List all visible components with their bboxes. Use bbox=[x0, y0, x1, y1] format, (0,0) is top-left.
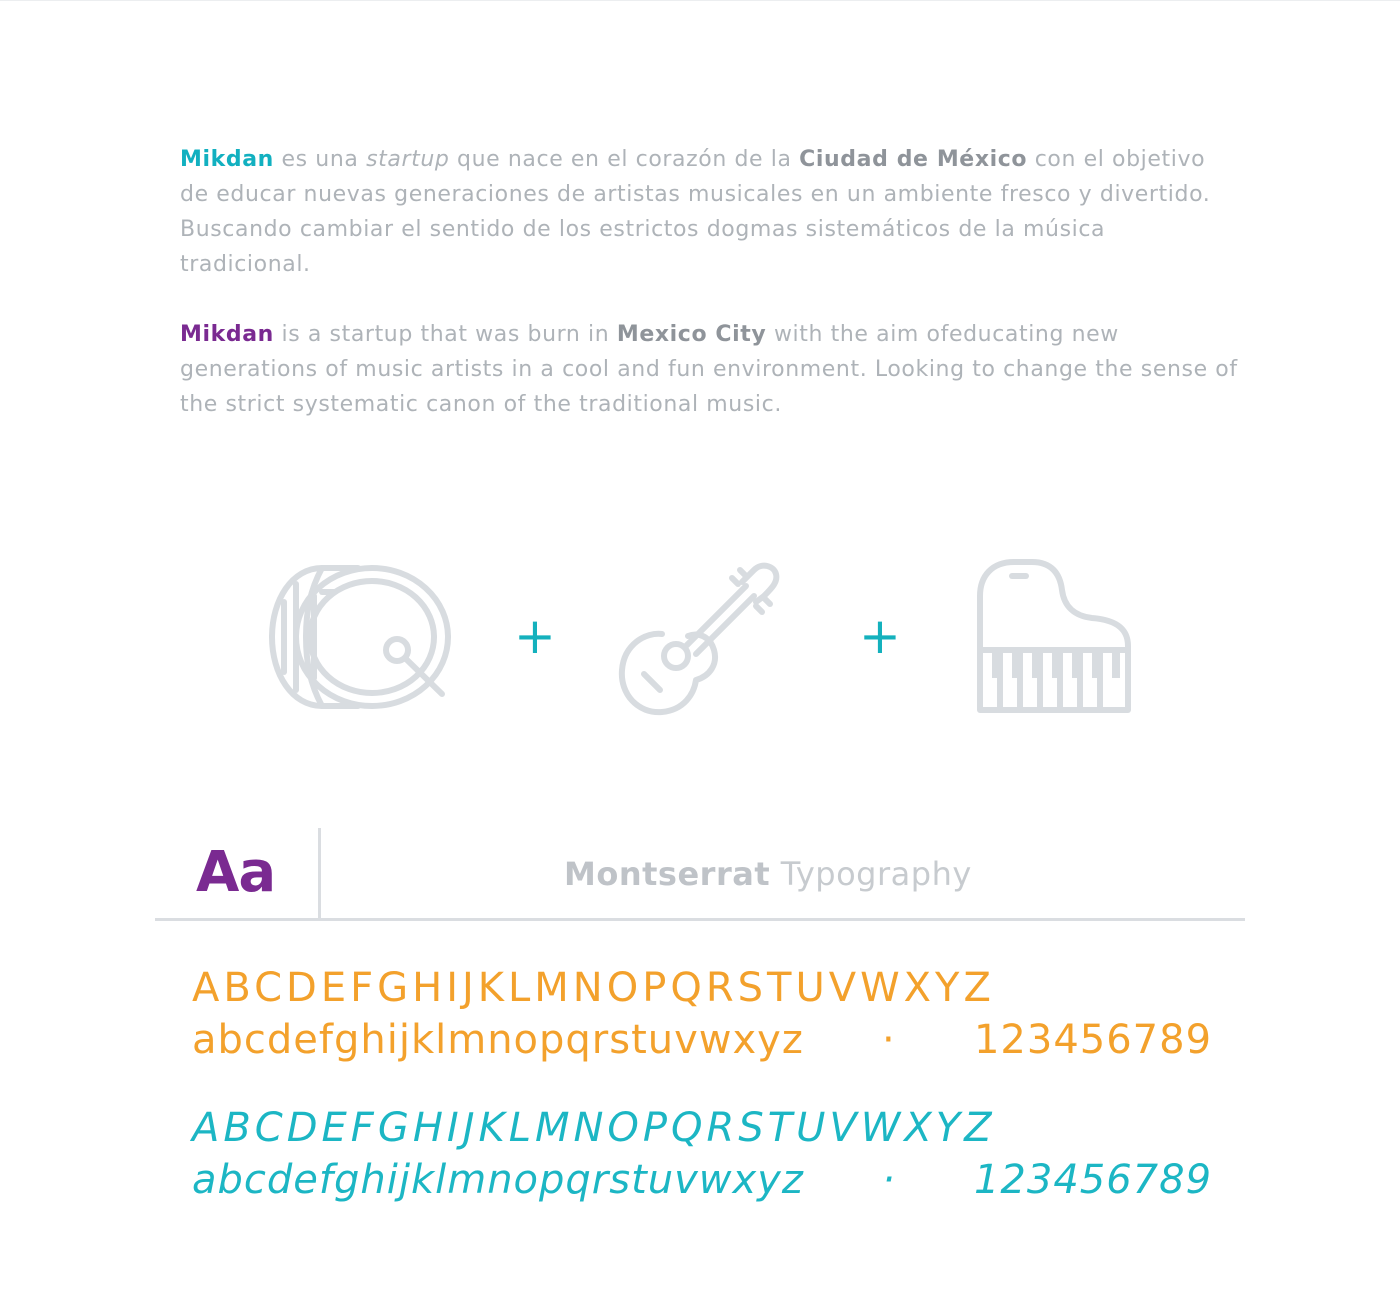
vertical-divider bbox=[318, 828, 321, 918]
piano-icon bbox=[972, 556, 1138, 718]
text-fragment: que nace en el corazón de la bbox=[449, 147, 800, 172]
type-sample-aa: Aa bbox=[196, 840, 276, 905]
typography-label: Typography bbox=[780, 855, 972, 893]
horizontal-divider bbox=[155, 918, 1245, 921]
plus-icon: + bbox=[859, 607, 901, 665]
lowercase-letters: abcdefghijklmnopqrstuvwxyz bbox=[192, 1017, 804, 1063]
lowercase-specimen-regular bbox=[192, 1015, 1212, 1065]
intro-paragraph-es bbox=[180, 142, 1240, 282]
separator-dot: · bbox=[882, 1017, 896, 1063]
city-name: Mexico City bbox=[616, 322, 767, 347]
uppercase-specimen-italic: ABCDEFGHIJKLMNOPQRSTUVWXYZ bbox=[192, 1105, 996, 1151]
digits: 123456789 bbox=[973, 1157, 1213, 1203]
font-name: Montserrat bbox=[564, 855, 771, 893]
text-fragment: with the aim ofeducating new generations of music artists in a cool and fun environment. Looking to change the sense of the strict systematic canon of the traditional music. bbox=[180, 322, 1238, 417]
typography-title bbox=[564, 854, 972, 894]
lowercase-letters: abcdefghijklmnopqrstuvwxyz bbox=[192, 1157, 804, 1203]
city-name: Ciudad de México bbox=[799, 147, 1028, 172]
guitar-icon bbox=[614, 552, 786, 722]
uppercase-specimen-regular: ABCDEFGHIJKLMNOPQRSTUVWXYZ bbox=[192, 965, 995, 1011]
text-fragment: is a startup that was burn in bbox=[273, 322, 617, 347]
text-fragment-italic: startup bbox=[366, 147, 450, 172]
plus-icon: + bbox=[514, 607, 556, 665]
brand-name: Mikdan bbox=[180, 147, 274, 172]
text-fragment: con el objetivo de educar nuevas generaciones de artistas musicales en un ambiente fresco y divertido. Buscando cambiar el sentido de los estrictos dogmas sistemáticos de la música tradicional. bbox=[180, 147, 1211, 277]
intro-paragraph-en bbox=[180, 317, 1240, 422]
drum-icon bbox=[262, 560, 454, 716]
lowercase-specimen-italic bbox=[192, 1155, 1212, 1205]
digits: 123456789 bbox=[973, 1017, 1213, 1063]
brand-name: Mikdan bbox=[180, 322, 274, 347]
text-fragment: es una bbox=[273, 147, 367, 172]
separator-dot: · bbox=[882, 1157, 896, 1203]
top-rule bbox=[0, 0, 1400, 1]
